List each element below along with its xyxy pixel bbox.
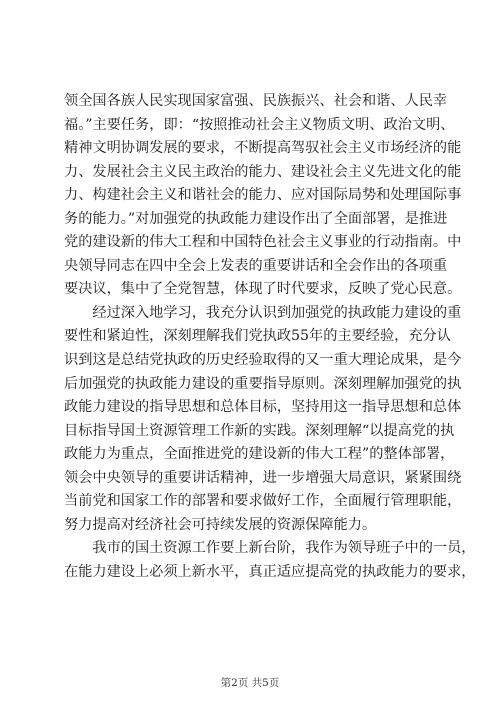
text-line: 识到这是总结党执政的历史经验取得的又一重大理论成果，是今 xyxy=(64,352,462,369)
text-line: 党的建设新的伟大工程和中国特色社会主义事业的行动指南。中 xyxy=(64,234,462,251)
text-line: 精神文明协调发展的要求，不断提高驾驭社会主义市场经济的能 xyxy=(64,140,462,157)
text-line: 当前党和国家工作的部署和要求做好工作，全面履行管理职能， xyxy=(64,493,462,510)
text-line: 经过深入地学习，我充分认识到加强党的执政能力建设的重 xyxy=(64,304,462,321)
text-line: 央领导同志在四中全会上发表的重要讲话和全会作出的各项重 xyxy=(64,257,448,274)
body-text xyxy=(64,90,476,584)
text-line: 政能力为重点，全面推进党的建设新的伟大工程”的整体部署， xyxy=(64,446,455,463)
page-footer xyxy=(0,675,500,690)
text-line: 福。”主要任务，即：“按照推动社会主义物质文明、政治文明、 xyxy=(64,116,455,133)
text-line: 在能力建设上必须上新水平，真正适应提高党的执政能力的要求， xyxy=(64,563,476,580)
text-line: 目标指导国土资源管理工作新的实践。深刻理解“以提高党的执 xyxy=(64,422,455,439)
page-number: 第2页 共5页 xyxy=(220,677,280,689)
text-line: 我市的国土资源工作要上新台阶，我作为领导班子中的一员， xyxy=(64,540,476,557)
text-line: 务的能力。”对加强党的执政能力建设作出了全面部署，是推进 xyxy=(64,210,448,227)
text-line: 领全国各族人民实现国家富强、民族振兴、社会和谐、人民幸 xyxy=(64,93,448,109)
text-line: 力、构建社会主义和谐社会的能力、应对国际局势和处理国际事 xyxy=(64,187,462,204)
text-line: 领会中央领导的重要讲话精神，进一步增强大局意识，紧紧围绕 xyxy=(64,469,462,486)
text-line: 要性和紧迫性，深刻理解我们党执政55年的主要经验，充分认 xyxy=(64,328,451,345)
text-line: 后加强党的执政能力建设的重要指导原则。深刻理解加强党的执 xyxy=(64,375,462,392)
text-line: 努力提高对经济社会可持续发展的资源保障能力。 xyxy=(64,516,377,533)
text-line: 政能力建设的指导思想和总体目标，坚持用这一指导思想和总体 xyxy=(64,399,462,416)
text-line: 要决议，集中了全党智慧，体现了时代要求，反映了党心民意。 xyxy=(64,281,462,298)
text-line: 力、发展社会主义民主政治的能力、建设社会主义先进文化的能 xyxy=(64,163,462,180)
